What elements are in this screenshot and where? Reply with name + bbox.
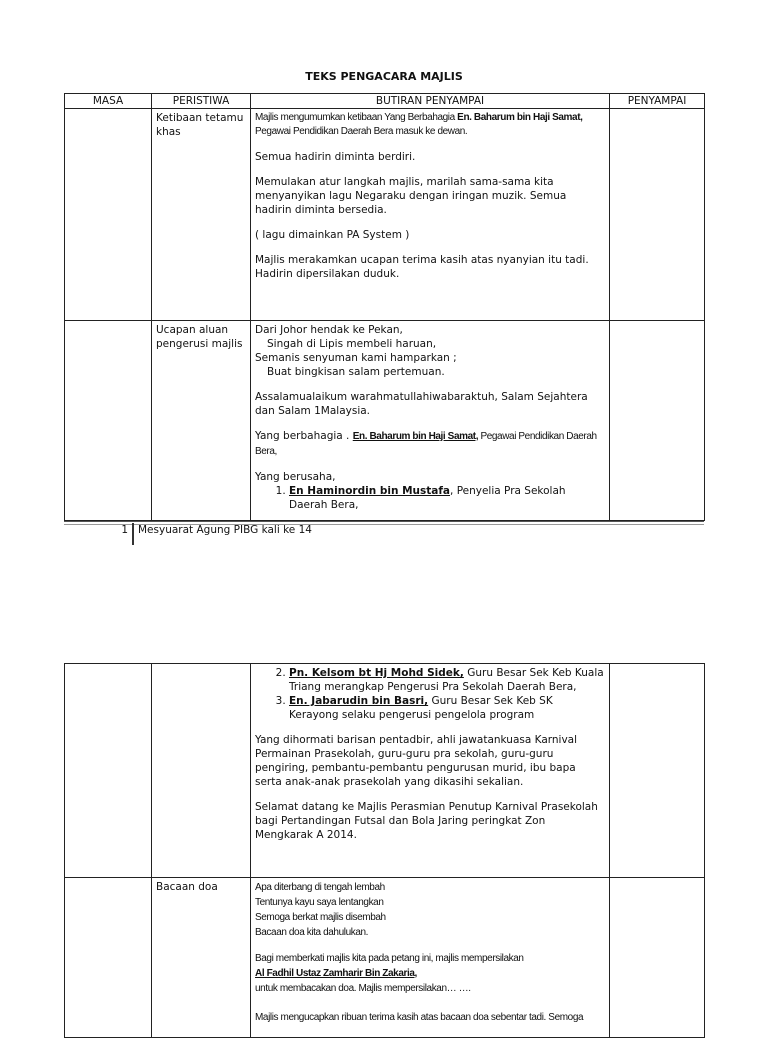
masa-cell (65, 878, 152, 1038)
announcement-text: Majlis mengumumkan ketibaan Yang Berbahagia En. Baharum bin Haji Samat, Pegawai Pendidikan Daerah Bera masuk ke dewan. (255, 112, 583, 137)
stand-text: Semua hadirin diminta berdiri. (255, 151, 416, 163)
welcome-text: Selamat datang ke Majlis Perasmian Penutup Karnival Prasekolah bagi Pertandingan Futsal dan Bola Jaring peringkat Zon Mengkarak A 2014. (255, 801, 598, 841)
header-penyampai: PENYAMPAI (610, 94, 705, 109)
peristiwa-cell: Bacaan doa (152, 878, 251, 1038)
list-item: 2. Pn. Kelsom bt Hj Mohd Sidek, Guru Besar Sek Keb Kuala Triang merangkap Pengerusi Pra Sekolah Daerah Bera, (289, 666, 605, 694)
header-masa: MASA (65, 94, 152, 109)
pantun-line: Tentunya kayu saya lentangkan (255, 897, 384, 908)
table-row (65, 664, 705, 878)
pantun-line: Semanis senyuman kami hamparkan ; (255, 352, 457, 364)
guest-name: En. Baharum bin Haji Samat, (352, 431, 479, 442)
dihormati-text: Yang dihormati barisan pentadbir, ahli jawatankuasa Karnival Permainan Prasekolah, guru-guru pra sekolah, guru-guru pengiring, pembantu-pembantu pengurusan murid, ibu bapa serta anak-anak prasekolah yang dikasihi sekalian. (255, 734, 578, 788)
pantun-line: Buat bingkisan salam pertemuan. (267, 366, 445, 378)
butiran-cell (251, 878, 610, 1038)
butiran-cell (251, 109, 610, 321)
table-row (65, 321, 705, 521)
name-list (255, 666, 605, 722)
greeting-text: Assalamualaikum warahmatullahiwabaraktuh, Salam Sejahtera dan Salam 1Malaysia. (255, 391, 588, 417)
pantun-line: Bacaan doa kita dahulukan. (255, 927, 369, 938)
table-row (65, 878, 705, 1038)
pantun-line: Apa diterbang di tengah lembah (255, 882, 385, 893)
yb-text: Yang berbahagia . En. Baharum bin Haji Samat, Pegawai Pendidikan Daerah Bera, (255, 430, 597, 457)
name-list (255, 484, 605, 512)
footer-text: Mesyuarat Agung PIBG kali ke 14 (138, 524, 312, 536)
masa-cell (65, 109, 152, 321)
list-item: 1. En Haminordin bin Mustafa, Penyelia Pra Sekolah Daerah Bera, (289, 484, 605, 512)
doa-invite-text: Bagi memberkati majlis kita pada petang ini, majlis mempersilakan (255, 953, 524, 964)
document-title: TEKS PENGACARA MAJLIS (305, 70, 463, 83)
page-footer (64, 523, 704, 543)
peristiwa-cell: Ucapan aluan pengerusi majlis (152, 321, 251, 521)
pantun-line: Semoga berkat majlis disembah (255, 912, 386, 923)
penyampai-cell (610, 878, 705, 1038)
masa-cell (65, 664, 152, 878)
penyampai-cell (610, 109, 705, 321)
ustaz-name: Al Fadhil Ustaz Zamharir Bin Zakaria, (255, 968, 417, 979)
pa-text: ( lagu dimainkan PA System ) (255, 229, 410, 241)
header-peristiwa: PERISTIWA (152, 94, 251, 109)
anthem-text: Memulakan atur langkah majlis, marilah sama-sama kita menyanyikan lagu Negaraku dengan iringan muzik. Semua hadirin diminta bersedia. (255, 176, 567, 216)
yang-berusaha-text: Yang berusaha, (255, 471, 336, 483)
program-table-page2 (64, 663, 705, 1038)
table-header-row (65, 94, 705, 109)
doa-invite-text-2: untuk membacakan doa. Majlis mempersilakan… …. (255, 983, 471, 994)
peristiwa-cell (152, 664, 251, 878)
list-item: 3. En. Jabarudin bin Basri, Guru Besar Sek Keb SK Kerayong selaku pengerusi pengelola program (289, 694, 605, 722)
masa-cell (65, 321, 152, 521)
pantun-line: Singah di Lipis membeli haruan, (267, 338, 437, 350)
butiran-cell (251, 664, 610, 878)
butiran-cell (251, 321, 610, 521)
doa-thanks-text: Majlis mengucapkan ribuan terima kasih atas bacaan doa sebentar tadi. Semoga (255, 1012, 584, 1023)
table-row (65, 109, 705, 321)
pantun-line: Dari Johor hendak ke Pekan, (255, 324, 403, 336)
program-table-page1 (64, 93, 705, 521)
thanks-text: Majlis merakamkan ucapan terima kasih atas nyanyian itu tadi. Hadirin dipersilakan duduk. (255, 254, 589, 280)
footer-bar (132, 523, 134, 545)
header-butiran: BUTIRAN PENYAMPAI (251, 94, 610, 109)
page-number: 1 (121, 524, 128, 536)
penyampai-cell (610, 664, 705, 878)
penyampai-cell (610, 321, 705, 521)
guest-name: En. Baharum bin Haji Samat, (457, 112, 583, 123)
peristiwa-cell: Ketibaan tetamu khas (152, 109, 251, 321)
